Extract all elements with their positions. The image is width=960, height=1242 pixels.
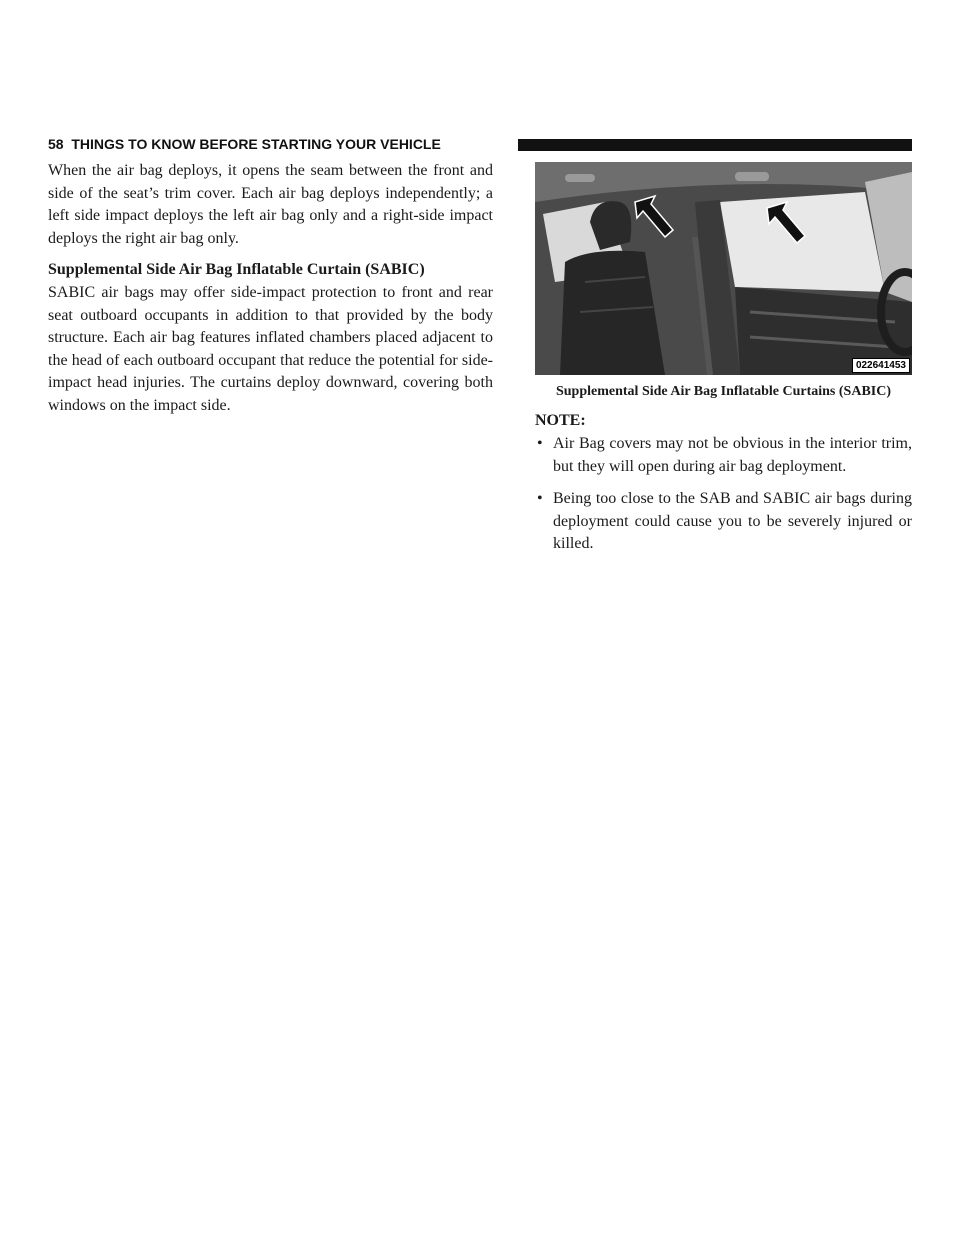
vehicle-interior-figure bbox=[535, 162, 912, 375]
note-label: NOTE: bbox=[535, 412, 586, 429]
note-item bbox=[535, 433, 912, 478]
note-item-text: Air Bag covers may not be obvious in the interior trim, but they will open during air bag deployment. bbox=[553, 435, 912, 475]
left-column bbox=[48, 160, 493, 427]
vehicle-interior-illustration bbox=[535, 162, 912, 375]
page-number: 58 bbox=[48, 136, 64, 152]
note-item-text: Being too close to the SAB and SABIC air bags during deployment could cause you to be severely injured or killed. bbox=[553, 490, 912, 552]
section-heading-sabic: Supplemental Side Air Bag Inflatable Curtain (SABIC) bbox=[48, 261, 425, 278]
figure-code-label: 022641453 bbox=[852, 358, 910, 373]
header-rule bbox=[518, 139, 912, 151]
note-item bbox=[535, 488, 912, 556]
right-column bbox=[535, 162, 912, 566]
paragraph-sabic: SABIC air bags may offer side-impact protection to front and rear seat outboard occupants in addition to that provided by the body structure. Each air bag features inflated chambers placed adjacent to the head of each outboard occupant that reduce the potential for side-impact head injuries. The curtains deploy downward, covering both windows on the impact side. bbox=[48, 284, 493, 414]
section-title: THINGS TO KNOW BEFORE STARTING YOUR VEHICLE bbox=[71, 136, 441, 152]
paragraph-deployment: When the air bag deploys, it opens the seam between the front and side of the seat’s trim cover. Each air bag deploys independently; a left side impact deploys the left air bag only and a right-side impact deploys the right air bag only. bbox=[48, 162, 493, 247]
bullet-icon: • bbox=[537, 435, 543, 452]
note-list bbox=[535, 433, 912, 556]
figure-caption: Supplemental Side Air Bag Inflatable Curtains (SABIC) bbox=[555, 384, 891, 399]
page-header bbox=[48, 134, 912, 156]
page-header-text bbox=[48, 136, 441, 152]
bullet-icon: • bbox=[537, 490, 543, 507]
